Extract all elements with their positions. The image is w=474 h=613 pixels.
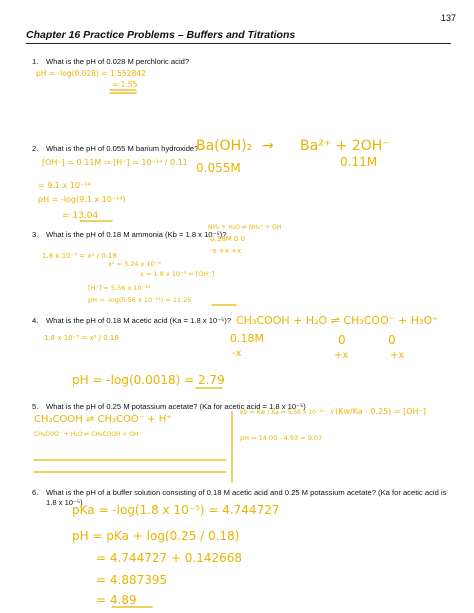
q5-oh-line: √(Kw/Ka · 0.25) = [OH⁻]: [330, 407, 426, 416]
q2-equation-left: Ba(OH)₂: [196, 138, 253, 154]
q5-reaction: CH₃COO⁻ + H₂O ⇌ CH₃COOH + OH⁻: [34, 431, 142, 438]
q3-reaction: NH₃ + H₂O ⇌ NH₄⁺ + OH⁻: [208, 224, 285, 231]
question-text: What is the pH of a buffer solution consisting of 0.18 M acetic acid and 0.25 M potassium acetate? (Ka for acetic acid is 1.8 x 10⁻⁵): [46, 488, 447, 507]
q3-work-line: x² = 3.24 x 10⁻⁶: [108, 260, 161, 268]
q2-arrow: →: [262, 138, 274, 154]
question-text: What is the pH of 0.055 M barium hydroxide?: [46, 144, 199, 153]
question-text: What is the pH of 0.25 M potassium acetate? (Ka for acetic acid = 1.8 x 10⁻⁵): [46, 402, 306, 411]
question-text: What is the pH of 0.028 M perchloric acid?: [46, 57, 190, 66]
q6-answer: = 4.89: [96, 593, 137, 607]
q5-reaction: CH₃COOH ⇌ CH₃COO⁻ + H⁺: [34, 414, 172, 425]
question-number: 4.: [32, 316, 39, 325]
q4-ice-initial: 0.18M: [230, 332, 264, 345]
question-number: 3.: [32, 230, 39, 239]
q3-work-line: 1.8 x 10⁻⁵ = x² / 0.18: [42, 252, 117, 260]
q4-ice-change: +x: [334, 350, 349, 361]
q4-reaction: CH₃COOH + H₂O ⇌ CH₃COO⁻ + H₃O⁺: [236, 314, 438, 327]
question-text: What is the pH of 0.18 M acetic acid (Ka = 1.8 x 10⁻⁵)?: [46, 316, 232, 325]
q2-work-line: [OH⁻] = 0.11M ⇒ [H⁺] = 10⁻¹⁴ / 0.11: [42, 158, 188, 167]
q2-conc-right: 0.11M: [340, 155, 378, 169]
q5-answer: pH = 14.00 - 4.93 = 9.07: [240, 434, 323, 442]
question-number: 6.: [32, 488, 39, 497]
q2-work-line: = 9.1 x 10⁻¹⁴: [38, 181, 91, 190]
q1-answer: = 1.55: [112, 80, 138, 89]
q1-work-line: pH = -log(0.028) = 1.552842: [36, 69, 146, 78]
q2-equation-right: Ba²⁺ + 2OH⁻: [300, 138, 390, 154]
q4-answer: pH = -log(0.0018) = 2.79: [72, 373, 225, 387]
q4-work-line: 1.8 x 10⁻⁵ = x² / 0.18: [44, 334, 119, 342]
q3-answer: pH = -log(5.56 x 10⁻¹²) = 11.25: [88, 296, 192, 304]
q6-work-line: pH = pKa + log(0.25 / 0.18): [72, 529, 240, 543]
q2-conc-left: 0.055M: [196, 161, 241, 175]
q5-kb-line: Kb = Kw / Ka = 5.56 x 10⁻¹⁰: [240, 409, 324, 416]
question-number: 2.: [32, 144, 39, 153]
page-number: 137: [440, 13, 456, 23]
q3-work-line: x = 1.8 x 10⁻³ = [OH⁻]: [140, 270, 215, 278]
q6-work-line: = 4.744727 + 0.142668: [96, 551, 243, 565]
question-number: 1.: [32, 57, 39, 66]
page-title: Chapter 16 Practice Problems – Buffers and Titrations: [26, 29, 451, 44]
q6-work-line: pKa = -log(1.8 x 10⁻⁵) = 4.744727: [72, 503, 280, 517]
q3-ice-initial: 0.18M 0 0: [210, 235, 245, 243]
q6-work-line: = 4.887395: [96, 573, 168, 587]
q2-answer: = 13.04: [62, 211, 99, 221]
q3-ice-change: -x +x +x: [210, 247, 242, 255]
q4-ice-zero: 0: [338, 333, 346, 347]
q4-ice-zero: 0: [388, 333, 396, 347]
question-text: What is the pH of 0.18 M ammonia (Kb = 1.8 x 10⁻⁵)?: [46, 230, 227, 239]
q3-work-line: [H⁺] = 5.56 x 10⁻¹²: [88, 284, 151, 292]
q4-ice-change: -x: [232, 348, 242, 359]
q2-work-line: pH = -log(9.1 x 10⁻¹⁴): [38, 195, 126, 204]
question-number: 5.: [32, 402, 39, 411]
q4-ice-change: +x: [390, 350, 405, 361]
